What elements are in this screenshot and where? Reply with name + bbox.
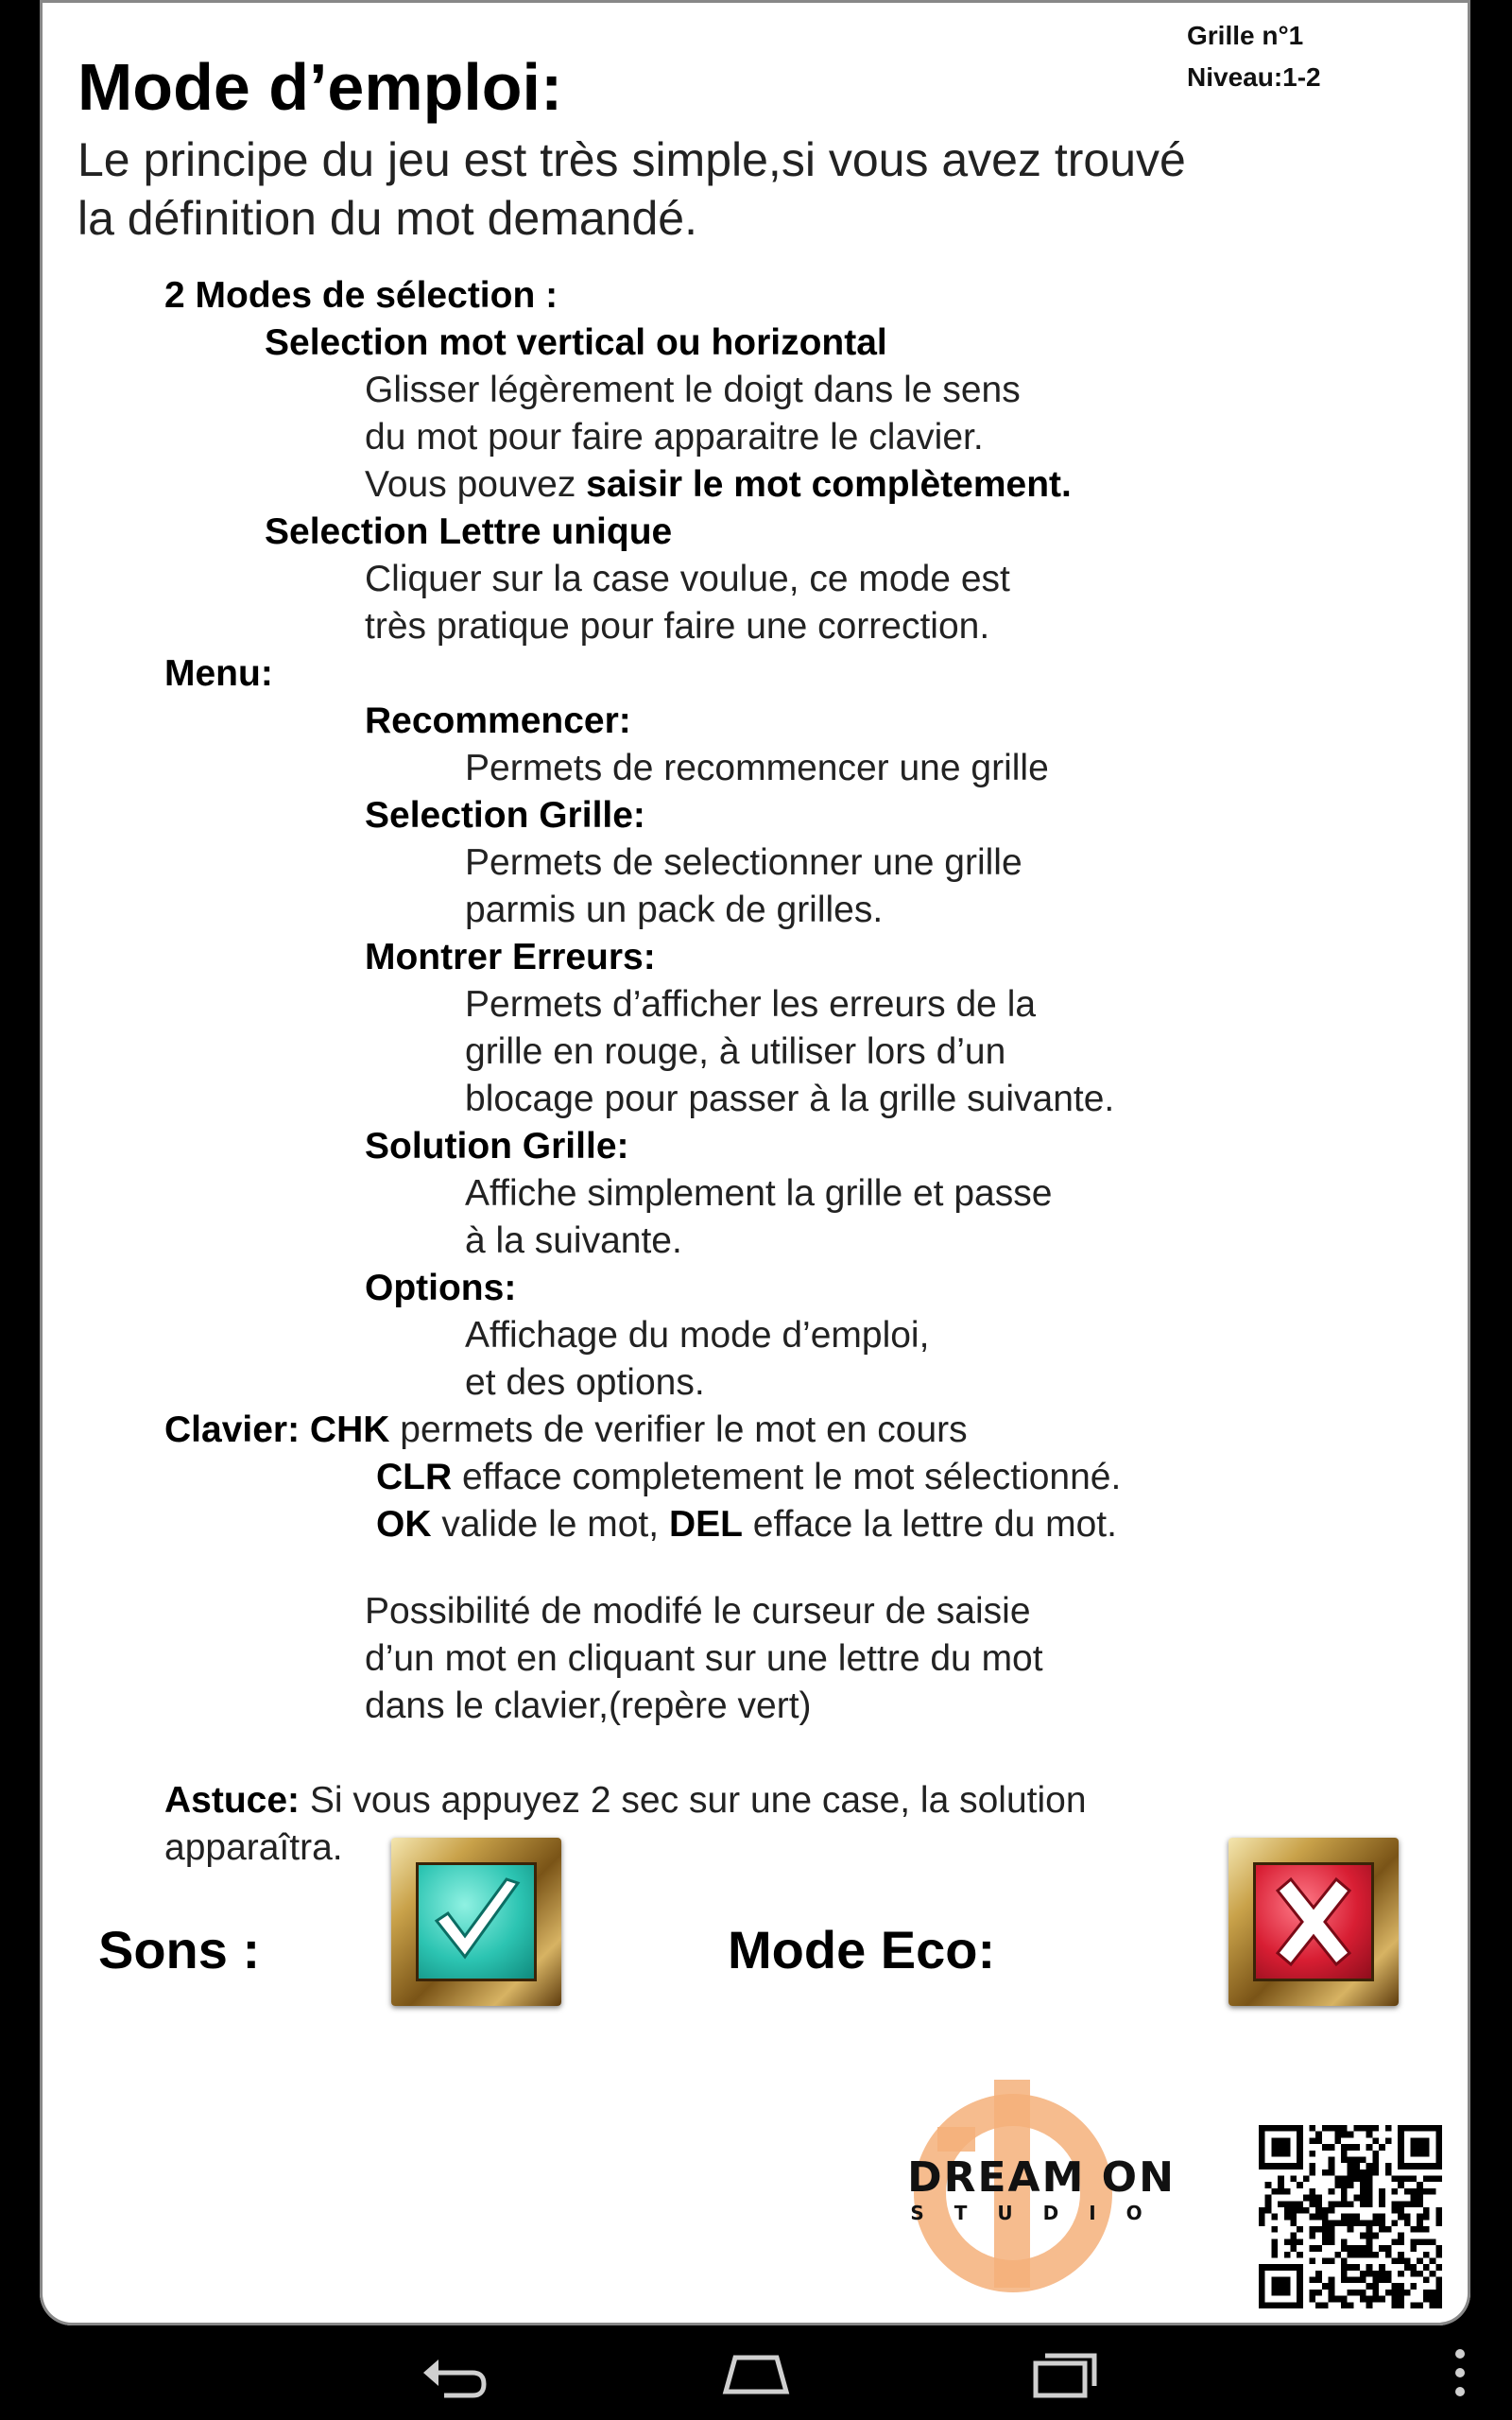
recent-apps-icon[interactable] (1026, 2344, 1102, 2401)
intro-text (77, 130, 1186, 248)
instructions-card (40, 0, 1470, 2325)
menu-item-desc: blocage pour passer à la grille suivante. (465, 1079, 1115, 1119)
home-icon[interactable] (718, 2344, 794, 2401)
page-title: Mode d’emploi: (77, 50, 563, 124)
del-text: efface la lettre du mot. (742, 1504, 1117, 1545)
menu-item-desc: grille en rouge, à utiliser lors d’un (465, 1031, 1006, 1072)
chk-text: permets de verifier le mot en cours (389, 1409, 968, 1450)
keyboard-line-ok (376, 1501, 1117, 1548)
mode2-title: Selection Lettre unique (265, 511, 673, 552)
ok-text: valide le mot, (431, 1504, 669, 1545)
menu-heading: Menu: (164, 653, 273, 694)
sound-label: Sons : (98, 1920, 261, 1979)
menu-item-title: Selection Grille: (365, 795, 645, 836)
menu-item-title: Recommencer: (365, 700, 631, 741)
sound-toggle[interactable] (391, 1838, 561, 2006)
dream-on-studio-logo (824, 2070, 1259, 2297)
logo-text-sub: STUDIO (910, 2202, 1173, 2224)
keyboard-line-clr (376, 1454, 1121, 1501)
menu-item-desc: Affichage du mode d’emploi, (465, 1315, 930, 1356)
menu-item-desc: parmis un pack de grilles. (465, 890, 884, 930)
chk-key: CHK (309, 1409, 390, 1450)
menu-item-title: Solution Grille: (365, 1126, 629, 1167)
menu-item-desc: et des options. (465, 1362, 705, 1403)
mode1-title: Selection mot vertical ou horizontal (265, 322, 887, 363)
del-key: DEL (668, 1504, 743, 1545)
mode1-line-last (365, 461, 1072, 509)
intro-line: Le principe du jeu est très simple,si vous avez trouvé (77, 133, 1186, 186)
menu-item-title: Montrer Erreurs: (365, 937, 656, 977)
logo-text-main: DREAM ON (907, 2153, 1176, 2202)
back-icon[interactable] (416, 2344, 491, 2401)
tip-line (164, 1777, 1087, 1824)
keyboard-line-chk (164, 1407, 968, 1454)
mode1-last-bold: saisir le mot complètement. (586, 464, 1072, 505)
mode2-line: très pratique pour faire une correction. (365, 606, 990, 647)
modes-heading: 2 Modes de sélection : (164, 275, 558, 316)
eco-mode-toggle[interactable] (1228, 1838, 1399, 2006)
menu-item-desc: à la suivante. (465, 1220, 682, 1261)
menu-item-desc: Permets d’afficher les erreurs de la (465, 984, 1037, 1025)
tip-text: Si vous appuyez 2 sec sur une case, la solution (300, 1780, 1087, 1821)
eco-mode-label: Mode Eco: (728, 1920, 996, 1979)
grid-number: Grille n°1 (1187, 21, 1304, 50)
menu-item-desc: Permets de selectionner une grille (465, 842, 1022, 883)
menu-item-desc: Permets de recommencer une grille (465, 748, 1049, 788)
cursor-line: d’un mot en cliquant sur une lettre du mot (365, 1638, 1043, 1679)
grid-level: Niveau:1-2 (1187, 62, 1321, 92)
overflow-menu-icon[interactable] (1446, 2344, 1474, 2401)
navigation-bar (0, 2325, 1512, 2420)
qr-code (1259, 2125, 1442, 2308)
mode1-line: Glisser légèrement le doigt dans le sens (365, 370, 1021, 410)
check-icon (416, 1862, 537, 1981)
keyboard-label: Clavier: (164, 1409, 301, 1450)
tip-line-2: apparaîtra. (164, 1827, 343, 1868)
grid-info (1187, 15, 1321, 98)
intro-line: la définition du mot demandé. (77, 192, 697, 245)
mode1-line: du mot pour faire apparaitre le clavier. (365, 417, 984, 458)
mode1-last-text: Vous pouvez (365, 464, 587, 505)
menu-item-desc: Affiche simplement la grille et passe (465, 1173, 1053, 1214)
mode2-line: Cliquer sur la case voulue, ce mode est (365, 559, 1010, 599)
ok-key: OK (376, 1504, 432, 1545)
clr-key: CLR (376, 1457, 453, 1497)
tip-label: Astuce: (164, 1780, 301, 1821)
cross-icon (1253, 1862, 1374, 1981)
cursor-line: dans le clavier,(repère vert) (365, 1685, 812, 1726)
clr-text: efface completement le mot sélectionné. (452, 1457, 1122, 1497)
menu-item-title: Options: (365, 1268, 517, 1308)
cursor-line: Possibilité de modifé le curseur de saisie (365, 1591, 1031, 1632)
